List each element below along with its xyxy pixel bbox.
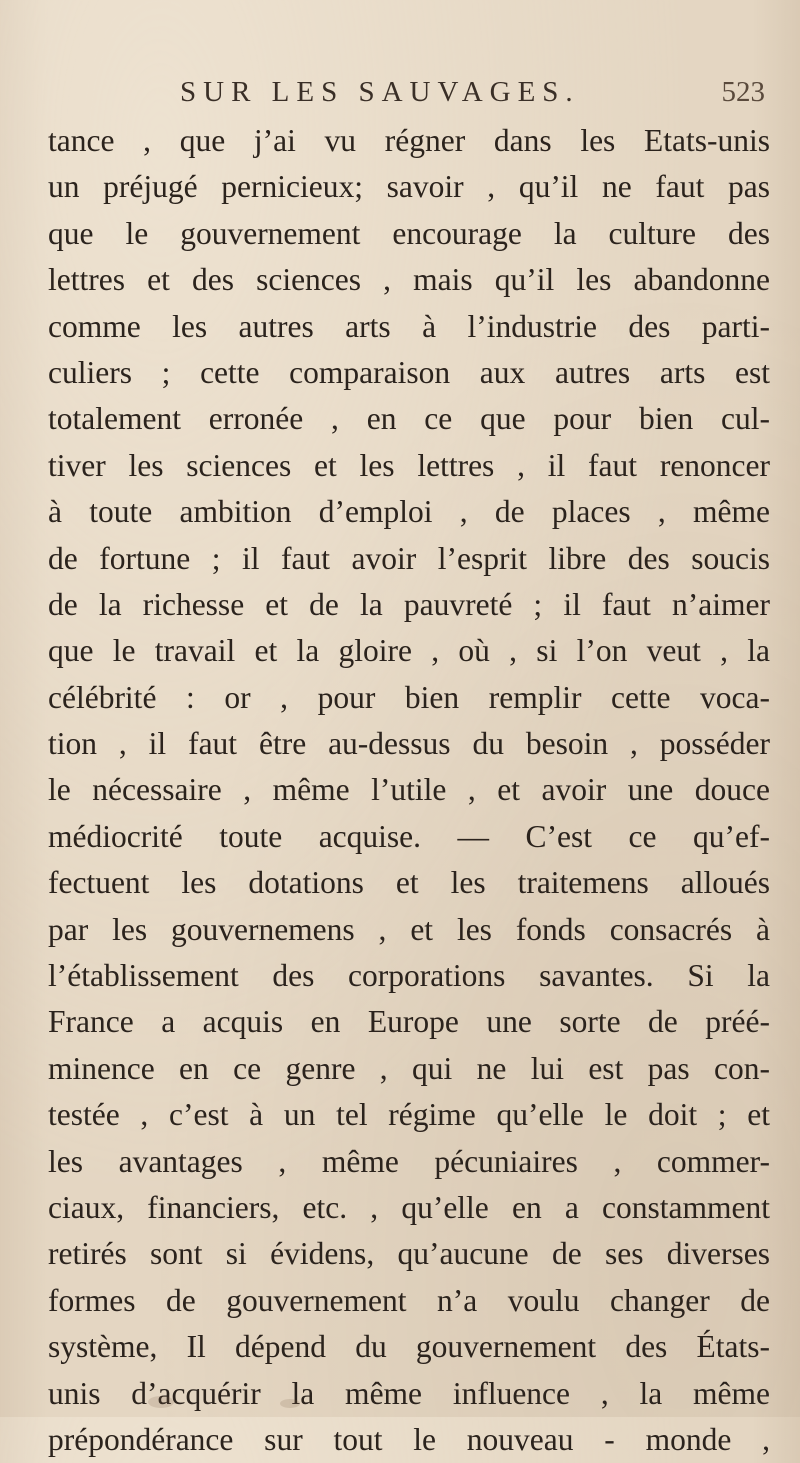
text-line: ciaux, financiers, etc. , qu’elle en a constamment (48, 1189, 770, 1225)
running-head (180, 76, 765, 120)
page-number: 523 (721, 76, 765, 108)
text-line: tance , que j’ai vu régner dans les Etats-unis (48, 123, 770, 158)
text-line: l’établissement des corporations savantes. Si la (48, 958, 770, 994)
text-line: unis d’acquérir la même influence , la même (48, 1375, 770, 1411)
text-line: que le travail et la gloire , où , si l’on veut , la (48, 633, 770, 669)
text-line: le nécessaire , même l’utile , et avoir une douce (48, 772, 770, 808)
text-line: à toute ambition d’emploi , de places , même (48, 494, 770, 530)
text-line: de la richesse et de la pauvreté ; il faut n’aimer (48, 586, 770, 622)
text-line: par les gouvernemens , et les fonds consacrés à (48, 911, 770, 947)
text-line: les avantages , même pécuniaires , commer- (48, 1143, 770, 1179)
text-line: testée , c’est à un tel régime qu’elle le doit ; et (48, 1097, 770, 1133)
text-line: fectuent les dotations et les traitemens alloués (48, 865, 770, 901)
text-line: tiver les sciences et les lettres , il faut renoncer (48, 447, 770, 483)
text-line: totalement erronée , en ce que pour bien cul- (48, 401, 770, 437)
paper-stain (148, 1396, 174, 1408)
running-title: SUR LES SAUVAGES. (180, 76, 580, 108)
text-line: célébrité : or , pour bien remplir cette voca- (48, 679, 770, 715)
text-line: tion , il faut être au-dessus du besoin , posséder (48, 726, 770, 762)
text-line: minence en ce genre , qui ne lui est pas con- (48, 1050, 770, 1086)
text-line: système, Il dépend du gouvernement des États- (48, 1329, 770, 1365)
body-text (48, 118, 770, 1463)
text-line: formes de gouvernement n’a voulu changer de (48, 1282, 770, 1318)
text-line: que le gouvernement encourage la culture des (48, 215, 770, 251)
paper-stain (280, 1399, 300, 1408)
text-line: comme les autres arts à l’industrie des parti- (48, 308, 770, 344)
text-line: lettres et des sciences , mais qu’il les abandonne (48, 262, 770, 298)
text-line: France a acquis en Europe une sorte de préé- (48, 1004, 770, 1040)
text-line: de fortune ; il faut avoir l’esprit libre des soucis (48, 540, 770, 576)
text-line: prépondérance sur tout le nouveau - monde , (48, 1421, 770, 1457)
text-line: un préjugé pernicieux; savoir , qu’il ne faut pas (48, 169, 770, 205)
text-line: retirés sont si évidens, qu’aucune de ses diverses (48, 1236, 770, 1272)
text-line: médiocrité toute acquise. — C’est ce qu’ef- (48, 818, 770, 854)
text-line: culiers ; cette comparaison aux autres arts est (48, 354, 770, 390)
